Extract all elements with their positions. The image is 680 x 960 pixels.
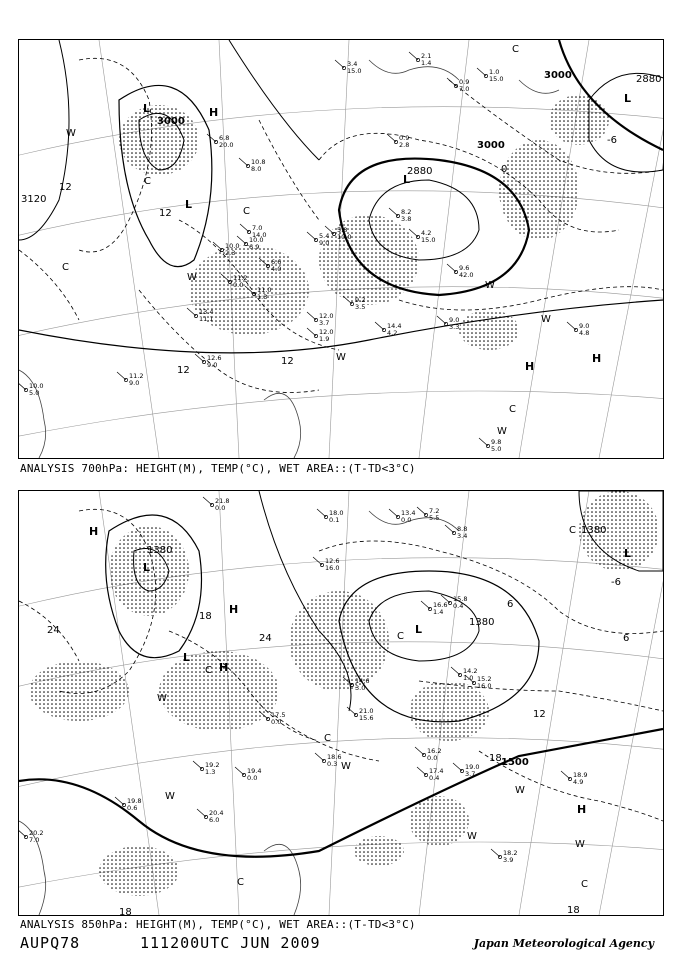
station-dewpoint-depression: 16.0	[325, 564, 340, 572]
isotherm-label: 6	[623, 633, 630, 644]
station-plot	[19, 829, 43, 844]
station-plot	[313, 557, 339, 572]
map-panel-700hpa	[18, 39, 664, 459]
low-center: L	[403, 173, 411, 186]
height-label: 3000	[157, 116, 185, 127]
station-temp: 19.8	[127, 797, 142, 805]
station-temp: 11.2	[129, 372, 144, 380]
station-temp: 8.8	[457, 525, 468, 533]
height-label: 2880	[407, 166, 433, 177]
station-temp: 16.6	[433, 601, 448, 609]
station-plot	[417, 507, 439, 522]
low-center: L	[624, 92, 632, 105]
station-plot	[409, 52, 431, 67]
station-dewpoint-depression: 0.3	[327, 760, 338, 768]
height-label: 3000	[544, 70, 572, 81]
cold-marker: C	[569, 525, 576, 536]
station-temp: 1.0	[489, 68, 500, 76]
station-dewpoint-depression: 0.4	[429, 774, 440, 782]
station-temp: 19.0	[465, 763, 480, 771]
station-plot	[117, 372, 143, 387]
station-plot	[389, 509, 415, 524]
isotherm-label: 12	[177, 365, 190, 376]
station-dewpoint-depression: 4.2	[387, 329, 398, 337]
station-dewpoint-depression: 0.0	[271, 718, 282, 726]
cold-marker: C	[144, 176, 151, 187]
station-plot	[451, 667, 477, 682]
bulletin-id: AUPQ78	[20, 934, 81, 952]
station-temp: 4.2	[421, 229, 432, 237]
isotherm-label: 18	[119, 907, 132, 915]
isotherm-label: 12	[59, 182, 72, 193]
cold-marker: C	[512, 44, 519, 55]
station-plot	[417, 767, 443, 782]
isotherm-label: 18	[199, 611, 212, 622]
station-dewpoint-depression: 0.0	[427, 754, 438, 762]
warm-marker: W	[157, 693, 167, 704]
cold-marker: C	[397, 631, 404, 642]
station-dewpoint-depression: 5.5	[429, 514, 440, 522]
cold-marker: C	[62, 262, 69, 273]
station-dewpoint-depression: 6.9	[249, 243, 260, 251]
station-temp: 3.4	[347, 60, 358, 68]
station-temp: 9.8	[491, 438, 502, 446]
station-temp: 12.0	[319, 312, 334, 320]
station-temp: 19.4	[247, 767, 262, 775]
station-plot	[317, 509, 343, 524]
station-temp: 13.4	[199, 308, 214, 316]
station-temp: 10.8	[251, 158, 266, 166]
station-dewpoint-depression: 3.3	[449, 323, 460, 331]
station-temp: 14.4	[387, 322, 402, 330]
station-dewpoint-depression: 0.1	[329, 516, 340, 524]
station-plot	[19, 382, 43, 397]
warm-marker: W	[485, 280, 495, 291]
station-temp: 14.6	[355, 677, 370, 685]
height-label: 3000	[477, 140, 505, 151]
high-center: H	[219, 661, 229, 674]
cold-marker: C	[205, 665, 212, 676]
station-temp: 7.2	[429, 507, 440, 515]
warm-marker: W	[515, 785, 525, 796]
station-dewpoint-depression: 16.0	[477, 682, 492, 690]
station-plot	[347, 707, 373, 722]
station-temp: 10.0	[29, 382, 44, 390]
warm-marker: W	[497, 426, 507, 437]
wet-area	[29, 491, 659, 896]
station-dewpoint-depression: 4.8	[579, 329, 590, 337]
isotherm-label: 12	[533, 709, 546, 720]
valid-time: 111200UTC JUN 2009	[140, 934, 321, 952]
station-plot	[491, 849, 517, 864]
station-dewpoint-depression: 0.0	[401, 516, 412, 524]
height-label: 3120	[21, 194, 47, 205]
station-plot	[567, 322, 589, 337]
station-temp: 17.5	[271, 711, 286, 719]
station-plot	[387, 134, 409, 149]
station-plot	[421, 601, 447, 616]
height-label: 1380	[581, 525, 607, 536]
isotherm-label: 18	[567, 905, 580, 915]
station-temp: 5.4	[319, 232, 330, 240]
station-dewpoint-depression: 0.0	[247, 774, 258, 782]
station-plot	[193, 761, 219, 776]
station-dewpoint-depression: 1.9	[319, 335, 330, 343]
station-temp: 18.6	[327, 753, 342, 761]
map-panel-850hpa	[18, 490, 664, 916]
station-dewpoint-depression: 0.6	[127, 804, 138, 812]
station-dewpoint-depression: 4.0	[271, 265, 282, 273]
cold-marker: C	[581, 879, 588, 890]
isotherm-label: 24	[259, 633, 272, 644]
high-center: H	[592, 352, 602, 365]
station-plot	[203, 497, 229, 512]
station-dewpoint-depression: 11.1	[199, 315, 214, 323]
station-dewpoint-depression: 20.0	[219, 141, 234, 149]
station-dewpoint-depression: 6.0	[209, 816, 220, 824]
station-temp: 11.0	[257, 286, 272, 294]
wet-area	[119, 95, 609, 350]
station-plot	[445, 525, 467, 540]
station-plot	[115, 797, 141, 812]
station-temp: 12.6	[325, 557, 340, 565]
station-temp: 10.0	[249, 236, 264, 244]
station-plot	[479, 438, 501, 453]
station-plot	[447, 78, 469, 93]
station-temp: 14.2	[463, 667, 478, 675]
isotherm-label: -6	[611, 577, 621, 588]
station-plot	[235, 767, 261, 782]
station-dewpoint-depression: 15.6	[359, 714, 374, 722]
cold-marker: C	[243, 206, 250, 217]
station-plot	[307, 232, 329, 247]
station-temp: 9.0	[449, 316, 460, 324]
warm-marker: W	[575, 839, 585, 850]
station-dewpoint-depression: 5.0	[491, 445, 502, 453]
station-dewpoint-depression: 15.0	[421, 236, 436, 244]
low-center: L	[143, 102, 151, 115]
low-center: L	[183, 651, 191, 664]
station-temp: 0.9	[459, 78, 470, 86]
station-plot	[315, 753, 341, 768]
station-dewpoint-depression: 9.0	[207, 361, 218, 369]
station-dewpoint-depression: 4.9	[573, 778, 584, 786]
station-dewpoint-depression: 1.4	[433, 608, 444, 616]
station-temp: 21.8	[215, 497, 230, 505]
warm-marker: W	[187, 272, 197, 283]
station-temp: 18.9	[573, 771, 588, 779]
station-dewpoint-depression: 1.0	[463, 674, 474, 682]
station-dewpoint-depression: 5.0	[29, 389, 40, 397]
station-temp: 13.4	[401, 509, 416, 517]
cold-marker: C	[237, 877, 244, 888]
station-dewpoint-depression: 9.0	[319, 239, 330, 247]
station-dewpoint-depression: 3.4	[457, 532, 468, 540]
isotherm-label: 0	[501, 164, 508, 175]
high-center: H	[89, 525, 99, 538]
station-dewpoint-depression: 8.0	[251, 165, 262, 173]
warm-marker: W	[66, 128, 76, 139]
isotherm-label: 12	[159, 208, 172, 219]
station-dewpoint-depression: 2.8	[399, 141, 410, 149]
map-canvas-850hpa	[19, 491, 663, 915]
station-temp: 20.4	[209, 809, 224, 817]
station-temp: 10.0	[225, 242, 240, 250]
station-temp: 19.2	[205, 761, 220, 769]
station-temp: 18.2	[503, 849, 518, 857]
warm-marker: W	[336, 352, 346, 363]
station-dewpoint-depression: 3.8	[401, 215, 412, 223]
isotherm-label: 24	[47, 625, 60, 636]
station-dewpoint-depression: 0.0	[233, 281, 244, 289]
height-label: 2880	[636, 74, 662, 85]
station-temp: 7.0	[252, 224, 263, 232]
station-plot	[195, 354, 221, 369]
warm-marker: W	[341, 761, 351, 772]
station-plot	[561, 771, 587, 786]
station-dewpoint-depression: 15.0	[489, 75, 504, 83]
station-dewpoint-depression: 10.0	[337, 233, 352, 241]
station-temp: 9.2	[355, 296, 366, 304]
station-dewpoint-depression: 3.7	[465, 770, 476, 778]
station-plot	[307, 328, 333, 343]
station-dewpoint-depression: 1.3	[205, 768, 216, 776]
station-observations	[19, 52, 589, 453]
low-center: L	[143, 561, 151, 574]
station-plot	[197, 809, 223, 824]
caption-850hpa: ANALYSIS 850hPa: HEIGHT(M), TEMP(°C), WET AREA::(T-TD<3°C)	[20, 918, 416, 931]
station-temp: 12.0	[319, 328, 334, 336]
station-temp: 0.9	[399, 134, 410, 142]
station-plot	[335, 60, 361, 75]
station-temp: 2.1	[421, 52, 432, 60]
station-plot	[437, 316, 459, 331]
station-temp: 9.6	[459, 264, 470, 272]
station-dewpoint-depression: 42.0	[459, 271, 474, 279]
low-center: L	[185, 198, 193, 211]
station-temp: 12.6	[207, 354, 222, 362]
cold-marker: C	[509, 404, 516, 415]
high-center: H	[525, 360, 535, 373]
station-dewpoint-depression: 0.4	[453, 602, 464, 610]
agency-credit: Japan Meteorological Agency	[473, 937, 654, 950]
cold-marker: C	[324, 733, 331, 744]
high-center: H	[577, 803, 587, 816]
height-label: 1380	[469, 617, 495, 628]
station-temp: 9.0	[579, 322, 590, 330]
warm-marker: W	[165, 791, 175, 802]
station-dewpoint-depression: 1.3	[257, 293, 268, 301]
station-temp: 5.8	[337, 226, 348, 234]
isotherm-label: 6	[507, 599, 514, 610]
warm-marker: W	[541, 314, 551, 325]
station-dewpoint-depression: 3.5	[355, 303, 366, 311]
caption-700hpa: ANALYSIS 700hPa: HEIGHT(M), TEMP(°C), WET AREA::(T-TD<3°C)	[20, 462, 416, 475]
isotherm-label: 12	[281, 356, 294, 367]
station-plot	[447, 264, 473, 279]
station-temp: 16.2	[427, 747, 442, 755]
station-dewpoint-depression: 7.0	[29, 836, 40, 844]
height-label: 1500	[501, 757, 529, 768]
station-dewpoint-depression: 3.0	[355, 684, 366, 692]
station-dewpoint-depression: 7.0	[459, 85, 470, 93]
station-plot	[239, 158, 265, 173]
station-plot	[477, 68, 503, 83]
low-center: L	[415, 623, 423, 636]
station-temp: 6.8	[219, 134, 230, 142]
map-canvas-700hpa	[19, 40, 663, 458]
station-temp: 8.2	[401, 208, 412, 216]
station-temp: 11.2	[233, 274, 248, 282]
station-plot	[307, 312, 333, 327]
isotherm-label: -6	[607, 135, 617, 146]
station-temp: 18.0	[329, 509, 344, 517]
station-dewpoint-depression: 3.7	[319, 319, 330, 327]
height-label: 1380	[147, 545, 173, 556]
station-dewpoint-depression: 14.0	[252, 231, 267, 239]
low-center: L	[624, 547, 632, 560]
station-dewpoint-depression: 15.0	[347, 67, 362, 75]
station-dewpoint-depression: 9.0	[129, 379, 140, 387]
station-temp: 6.6	[271, 258, 282, 266]
station-temp: 21.0	[359, 707, 374, 715]
station-dewpoint-depression: 3.9	[503, 856, 514, 864]
station-dewpoint-depression: 0.0	[215, 504, 226, 512]
isotherm-label: 18	[489, 753, 502, 764]
station-dewpoint-depression: 2.3	[225, 249, 236, 257]
high-center: H	[209, 106, 219, 119]
high-center: H	[229, 603, 239, 616]
station-temp: 17.4	[429, 767, 444, 775]
station-dewpoint-depression: 1.4	[421, 59, 432, 67]
station-temp: 15.8	[453, 595, 468, 603]
warm-marker: W	[467, 831, 477, 842]
station-temp: 20.2	[29, 829, 44, 837]
station-plot	[187, 308, 213, 323]
station-temp: 15.2	[477, 675, 492, 683]
